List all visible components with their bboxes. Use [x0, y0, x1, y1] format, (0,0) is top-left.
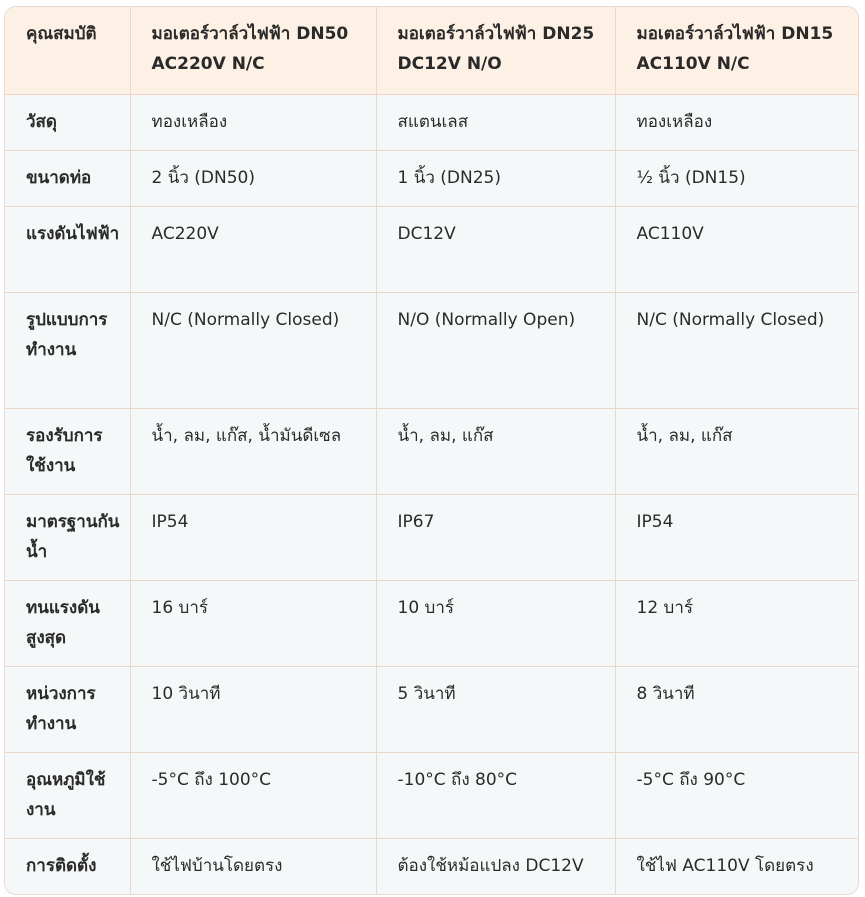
cell-value: IP54: [130, 494, 376, 580]
cell-value: 10 วินาที: [130, 666, 376, 752]
cell-value: ทองเหลือง: [615, 94, 858, 150]
header-product-dn15: มอเตอร์วาล์วไฟฟ้า DN15 AC110V N/C: [615, 7, 858, 94]
cell-value: ทองเหลือง: [130, 94, 376, 150]
cell-value: สแตนเลส: [376, 94, 615, 150]
cell-value: IP54: [615, 494, 858, 580]
cell-value: N/O (Normally Open): [376, 292, 615, 408]
table-row: [5, 494, 858, 580]
row-label: มาตรฐานกันน้ำ: [5, 494, 130, 580]
table-row: [5, 292, 858, 408]
row-label: การติดตั้ง: [5, 838, 130, 894]
row-label: อุณหภูมิใช้งาน: [5, 752, 130, 838]
cell-value: -5°C ถึง 100°C: [130, 752, 376, 838]
cell-value: N/C (Normally Closed): [130, 292, 376, 408]
cell-value: IP67: [376, 494, 615, 580]
row-label: รูปแบบการทำงาน: [5, 292, 130, 408]
row-label: แรงดันไฟฟ้า: [5, 206, 130, 292]
cell-value: -10°C ถึง 80°C: [376, 752, 615, 838]
row-label: ขนาดท่อ: [5, 150, 130, 206]
cell-value: DC12V: [376, 206, 615, 292]
cell-value: 10 บาร์: [376, 580, 615, 666]
row-label: รองรับการใช้งาน: [5, 408, 130, 494]
row-label: หน่วงการทำงาน: [5, 666, 130, 752]
cell-value: ใช้ไฟบ้านโดยตรง: [130, 838, 376, 894]
cell-value: น้ำ, ลม, แก๊ส: [615, 408, 858, 494]
table-row: [5, 580, 858, 666]
header-product-dn25: มอเตอร์วาล์วไฟฟ้า DN25 DC12V N/O: [376, 7, 615, 94]
cell-value: ต้องใช้หม้อแปลง DC12V: [376, 838, 615, 894]
cell-value: -5°C ถึง 90°C: [615, 752, 858, 838]
cell-value: น้ำ, ลม, แก๊ส: [376, 408, 615, 494]
cell-value: 5 วินาที: [376, 666, 615, 752]
cell-value: 12 บาร์: [615, 580, 858, 666]
table-row: [5, 206, 858, 292]
cell-value: 16 บาร์: [130, 580, 376, 666]
cell-value: น้ำ, ลม, แก๊ส, น้ำมันดีเซล: [130, 408, 376, 494]
table-row: [5, 752, 858, 838]
cell-value: ½ นิ้ว (DN15): [615, 150, 858, 206]
table-row: [5, 408, 858, 494]
cell-value: 1 นิ้ว (DN25): [376, 150, 615, 206]
table-row: [5, 150, 858, 206]
table-row: [5, 94, 858, 150]
cell-value: N/C (Normally Closed): [615, 292, 858, 408]
header-product-dn50: มอเตอร์วาล์วไฟฟ้า DN50 AC220V N/C: [130, 7, 376, 94]
cell-value: ใช้ไฟ AC110V โดยตรง: [636, 855, 814, 876]
header-property: คุณสมบัติ: [5, 7, 130, 94]
cell-value: AC110V: [615, 206, 858, 292]
table-row: [5, 666, 858, 752]
row-label: วัสดุ: [5, 94, 130, 150]
table-row: [5, 838, 858, 894]
cell-value: 2 นิ้ว (DN50): [130, 150, 376, 206]
row-label: ทนแรงดันสูงสุด: [5, 580, 130, 666]
comparison-table: [5, 7, 858, 894]
cell-value: AC220V: [130, 206, 376, 292]
header-row: [5, 7, 858, 94]
cell-value: 8 วินาที: [615, 666, 858, 752]
comparison-table-container: [4, 6, 859, 895]
